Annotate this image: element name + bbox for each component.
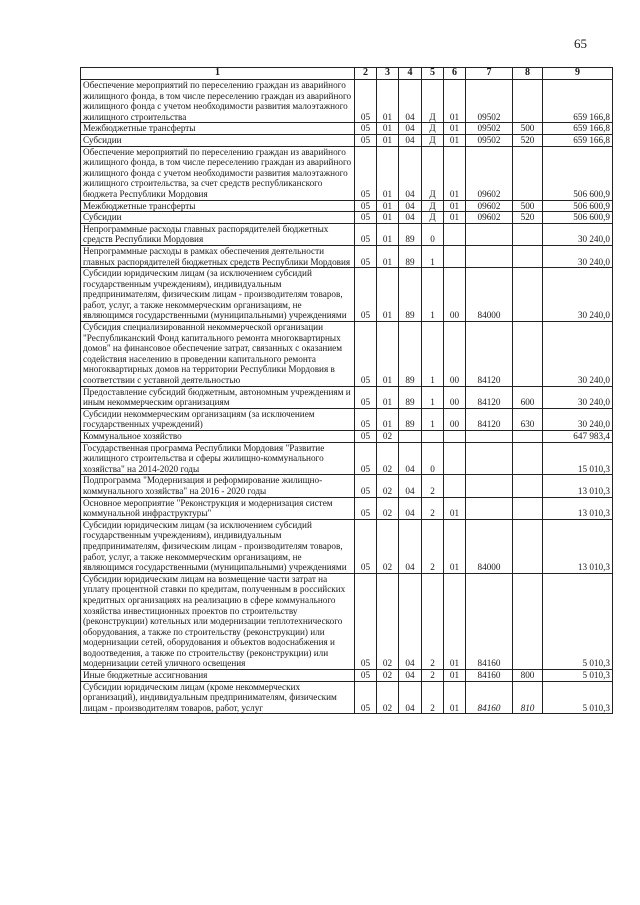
amount: 506 600,9 (543, 212, 613, 224)
program-code: 89 (399, 268, 422, 322)
event-code: 01 (444, 681, 466, 714)
event-code: 01 (444, 497, 466, 519)
expense-type-code (513, 475, 543, 497)
program-code: 89 (399, 322, 422, 387)
table-row (81, 146, 613, 200)
row-description: Непрограммные расходы в рамках обеспечения деятельности главных распорядителей бюджетных средств Республики Мордовия (81, 245, 355, 267)
direction-code: 84160 (466, 681, 513, 714)
subprogram-code: 1 (422, 245, 444, 267)
amount: 13 010,3 (543, 519, 613, 573)
subsection-code: 01 (377, 134, 399, 146)
subsection-code: 02 (377, 573, 399, 669)
program-code: 04 (399, 573, 422, 669)
subsection-code: 02 (377, 431, 399, 443)
event-code: 01 (444, 573, 466, 669)
table-row (81, 212, 613, 224)
subprogram-code: Д (422, 200, 444, 212)
event-code: 00 (444, 268, 466, 322)
amount: 659 166,8 (543, 134, 613, 146)
amount: 506 600,9 (543, 146, 613, 200)
event-code: 01 (444, 200, 466, 212)
program-code (399, 431, 422, 443)
row-description: Субсидии (81, 134, 355, 146)
table-row (81, 123, 613, 135)
amount: 30 240,0 (543, 245, 613, 267)
table-row (81, 670, 613, 682)
section-code: 05 (355, 681, 377, 714)
direction-code: 84160 (466, 670, 513, 682)
program-code: 04 (399, 146, 422, 200)
section-code: 05 (355, 322, 377, 387)
row-description: Субсидия специализированной некоммерческой организации "Республиканский Фонд капитального ремонта многоквартирных домов" на финансовое обеспечение затрат, связанных с оказанием содействия населению в проведении капитального ремонта многоквартирных домов на территории Республики Мордовия в соответствии с уставной деятельностью (81, 322, 355, 387)
direction-code: 84000 (466, 268, 513, 322)
expense-type-code: 500 (513, 123, 543, 135)
direction-code: 84120 (466, 386, 513, 408)
row-description: Иные бюджетные ассигнования (81, 670, 355, 682)
expense-type-code (513, 442, 543, 475)
program-code: 04 (399, 670, 422, 682)
col-header: 8 (513, 68, 543, 80)
table-row (81, 497, 613, 519)
amount: 659 166,8 (543, 80, 613, 123)
table-row (81, 322, 613, 387)
amount: 659 166,8 (543, 123, 613, 135)
amount: 13 010,3 (543, 475, 613, 497)
program-code: 04 (399, 442, 422, 475)
program-code: 04 (399, 80, 422, 123)
event-code: 01 (444, 80, 466, 123)
direction-code: 84120 (466, 408, 513, 430)
event-code: 00 (444, 322, 466, 387)
subsection-code: 01 (377, 123, 399, 135)
expense-type-code (513, 573, 543, 669)
col-header: 5 (422, 68, 444, 80)
subprogram-code: 2 (422, 681, 444, 714)
row-description: Предоставление субсидий бюджетным, автономным учреждениям и иным некоммерческим организациям (81, 386, 355, 408)
section-code: 05 (355, 670, 377, 682)
subprogram-code (422, 431, 444, 443)
row-description: Основное мероприятие "Реконструкция и модернизация систем коммунальной инфраструктуры" (81, 497, 355, 519)
row-description: Межбюджетные трансферты (81, 123, 355, 135)
expense-type-code: 600 (513, 386, 543, 408)
row-description: Субсидии юридическим лицам (кроме некоммерческих организаций), индивидуальным предпринимателям, физическим лицам - производителям товаров, работ, услуг (81, 681, 355, 714)
direction-code (466, 442, 513, 475)
event-code: 01 (444, 670, 466, 682)
event-code (444, 245, 466, 267)
subsection-code: 02 (377, 475, 399, 497)
table-row (81, 519, 613, 573)
row-description: Субсидии юридическим лицам (за исключением субсидий государственным учреждениям), индивидуальным предпринимателям, физическим лицам - производителям товаров, работ, услуг, а также некоммерческим организациям, не являющимся государственными (муниципальными) учреждениями (81, 268, 355, 322)
amount: 30 240,0 (543, 408, 613, 430)
amount: 5 010,3 (543, 670, 613, 682)
expense-type-code: 520 (513, 212, 543, 224)
row-description: Коммунальное хозяйство (81, 431, 355, 443)
expense-type-code (513, 245, 543, 267)
section-code: 05 (355, 134, 377, 146)
amount: 30 240,0 (543, 322, 613, 387)
program-code: 04 (399, 123, 422, 135)
amount: 30 240,0 (543, 386, 613, 408)
subprogram-code: 1 (422, 322, 444, 387)
subsection-code: 02 (377, 670, 399, 682)
subprogram-code: Д (422, 134, 444, 146)
direction-code: 84160 (466, 573, 513, 669)
event-code (444, 475, 466, 497)
subsection-code: 01 (377, 408, 399, 430)
table-row (81, 431, 613, 443)
section-code: 05 (355, 431, 377, 443)
row-description: Государственная программа Республики Мордовия "Развитие жилищного строительства и сферы жилищно-коммунального хозяйства" на 2014-2020 годы (81, 442, 355, 475)
subprogram-code: 2 (422, 670, 444, 682)
col-header: 3 (377, 68, 399, 80)
amount: 647 983,4 (543, 431, 613, 443)
table-row (81, 442, 613, 475)
direction-code: 09602 (466, 200, 513, 212)
section-code: 05 (355, 80, 377, 123)
page-number: 65 (574, 36, 587, 51)
amount: 15 010,3 (543, 442, 613, 475)
section-code: 05 (355, 245, 377, 267)
subsection-code: 02 (377, 519, 399, 573)
col-header: 6 (444, 68, 466, 80)
subsection-code: 01 (377, 146, 399, 200)
direction-code (466, 223, 513, 245)
table-row (81, 200, 613, 212)
direction-code (466, 497, 513, 519)
subprogram-code: 1 (422, 386, 444, 408)
subprogram-code: Д (422, 80, 444, 123)
subprogram-code: Д (422, 123, 444, 135)
col-header: 2 (355, 68, 377, 80)
subprogram-code: 2 (422, 475, 444, 497)
row-description: Межбюджетные трансферты (81, 200, 355, 212)
subsection-code: 01 (377, 245, 399, 267)
row-description: Подпрограмма "Модернизация и реформирование жилищно-коммунального хозяйства" на 2016 - 2020 годы (81, 475, 355, 497)
subsection-code: 02 (377, 442, 399, 475)
amount: 30 240,0 (543, 268, 613, 322)
program-code: 89 (399, 408, 422, 430)
program-code: 04 (399, 681, 422, 714)
expense-type-code (513, 146, 543, 200)
table-row (81, 245, 613, 267)
table-row (81, 134, 613, 146)
event-code (444, 431, 466, 443)
program-code: 89 (399, 223, 422, 245)
table-row (81, 681, 613, 714)
subprogram-code: 2 (422, 519, 444, 573)
col-header: 9 (543, 68, 613, 80)
expense-type-code (513, 519, 543, 573)
direction-code (466, 431, 513, 443)
program-code: 04 (399, 134, 422, 146)
table-row (81, 268, 613, 322)
table-header-row (81, 68, 613, 80)
program-code: 89 (399, 386, 422, 408)
event-code: 01 (444, 123, 466, 135)
row-description: Субсидии некоммерческим организациям (за исключением государственных учреждений) (81, 408, 355, 430)
section-code: 05 (355, 212, 377, 224)
event-code: 01 (444, 212, 466, 224)
subsection-code: 01 (377, 268, 399, 322)
event-code: 01 (444, 146, 466, 200)
direction-code: 09602 (466, 212, 513, 224)
subsection-code: 02 (377, 497, 399, 519)
subsection-code: 01 (377, 200, 399, 212)
subprogram-code: 0 (422, 442, 444, 475)
program-code: 04 (399, 519, 422, 573)
expense-type-code: 810 (513, 681, 543, 714)
subsection-code: 01 (377, 80, 399, 123)
col-header: 1 (81, 68, 355, 80)
subprogram-code: 2 (422, 573, 444, 669)
section-code: 05 (355, 268, 377, 322)
expense-type-code: 630 (513, 408, 543, 430)
col-header: 7 (466, 68, 513, 80)
expense-type-code: 800 (513, 670, 543, 682)
section-code: 05 (355, 442, 377, 475)
table-row (81, 80, 613, 123)
section-code: 05 (355, 573, 377, 669)
row-description: Непрограммные расходы главных распорядителей бюджетных средств Республики Мордовия (81, 223, 355, 245)
section-code: 05 (355, 386, 377, 408)
row-description: Обеспечение мероприятий по переселению граждан из аварийного жилищного фонда, в том числе переселению граждан из аварийного жилищного фонда с учетом необходимости развития малоэтажного жилищного строительства, за счет средств республиканского бюджета Республики Мордовия (81, 146, 355, 200)
budget-table (80, 67, 613, 714)
subprogram-code: 0 (422, 223, 444, 245)
event-code (444, 442, 466, 475)
subsection-code: 01 (377, 223, 399, 245)
table-row (81, 408, 613, 430)
direction-code: 84120 (466, 322, 513, 387)
direction-code: 09502 (466, 134, 513, 146)
event-code: 00 (444, 408, 466, 430)
subsection-code: 02 (377, 681, 399, 714)
program-code: 04 (399, 212, 422, 224)
row-description: Субсидии юридическим лицам на возмещение части затрат на уплату процентной ставки по кредитам, полученным в российских кредитных организациях на реализацию в сфере коммунального хозяйства инвестиционных проектов по строительству (реконструкции) котельных или модернизации теплотехнического оборудования, а также по строительству (реконструкции) или модернизации сетей, оборудования и объектов водоснабжения и водоотведения, а также по строительству (реконструкции) или модернизации сетей уличного освещения (81, 573, 355, 669)
direction-code: 84000 (466, 519, 513, 573)
amount: 506 600,9 (543, 200, 613, 212)
event-code: 00 (444, 386, 466, 408)
direction-code (466, 475, 513, 497)
direction-code (466, 245, 513, 267)
amount: 5 010,3 (543, 681, 613, 714)
section-code: 05 (355, 408, 377, 430)
section-code: 05 (355, 497, 377, 519)
expense-type-code (513, 497, 543, 519)
program-code: 04 (399, 200, 422, 212)
expense-type-code (513, 80, 543, 123)
section-code: 05 (355, 475, 377, 497)
table-row (81, 386, 613, 408)
section-code: 05 (355, 223, 377, 245)
table-row (81, 475, 613, 497)
expense-type-code (513, 431, 543, 443)
program-code: 04 (399, 475, 422, 497)
subprogram-code: 1 (422, 268, 444, 322)
amount: 5 010,3 (543, 573, 613, 669)
event-code: 01 (444, 134, 466, 146)
expense-type-code (513, 322, 543, 387)
subprogram-code: 2 (422, 497, 444, 519)
col-header: 4 (399, 68, 422, 80)
table-row (81, 573, 613, 669)
amount: 13 010,3 (543, 497, 613, 519)
section-code: 05 (355, 200, 377, 212)
section-code: 05 (355, 519, 377, 573)
expense-type-code (513, 268, 543, 322)
event-code (444, 223, 466, 245)
direction-code: 09502 (466, 123, 513, 135)
subprogram-code: 1 (422, 408, 444, 430)
subsection-code: 01 (377, 322, 399, 387)
event-code: 01 (444, 519, 466, 573)
direction-code: 09602 (466, 146, 513, 200)
expense-type-code: 520 (513, 134, 543, 146)
row-description: Субсидии (81, 212, 355, 224)
row-description: Обеспечение мероприятий по переселению граждан из аварийного жилищного фонда, в том числе переселению граждан из аварийного жилищного фонда с учетом необходимости развития малоэтажного жилищного строительства (81, 80, 355, 123)
amount: 30 240,0 (543, 223, 613, 245)
table-row (81, 223, 613, 245)
subsection-code: 01 (377, 212, 399, 224)
expense-type-code (513, 223, 543, 245)
subprogram-code: Д (422, 146, 444, 200)
expense-type-code: 500 (513, 200, 543, 212)
direction-code: 09502 (466, 80, 513, 123)
section-code: 05 (355, 123, 377, 135)
subprogram-code: Д (422, 212, 444, 224)
program-code: 04 (399, 497, 422, 519)
program-code: 89 (399, 245, 422, 267)
section-code: 05 (355, 146, 377, 200)
subsection-code: 01 (377, 386, 399, 408)
row-description: Субсидии юридическим лицам (за исключением субсидий государственным учреждениям), индивидуальным предпринимателям, физическим лицам - производителям товаров, работ, услуг, а также некоммерческим организациям, не являющимся государственными (муниципальными) учреждениями (81, 519, 355, 573)
